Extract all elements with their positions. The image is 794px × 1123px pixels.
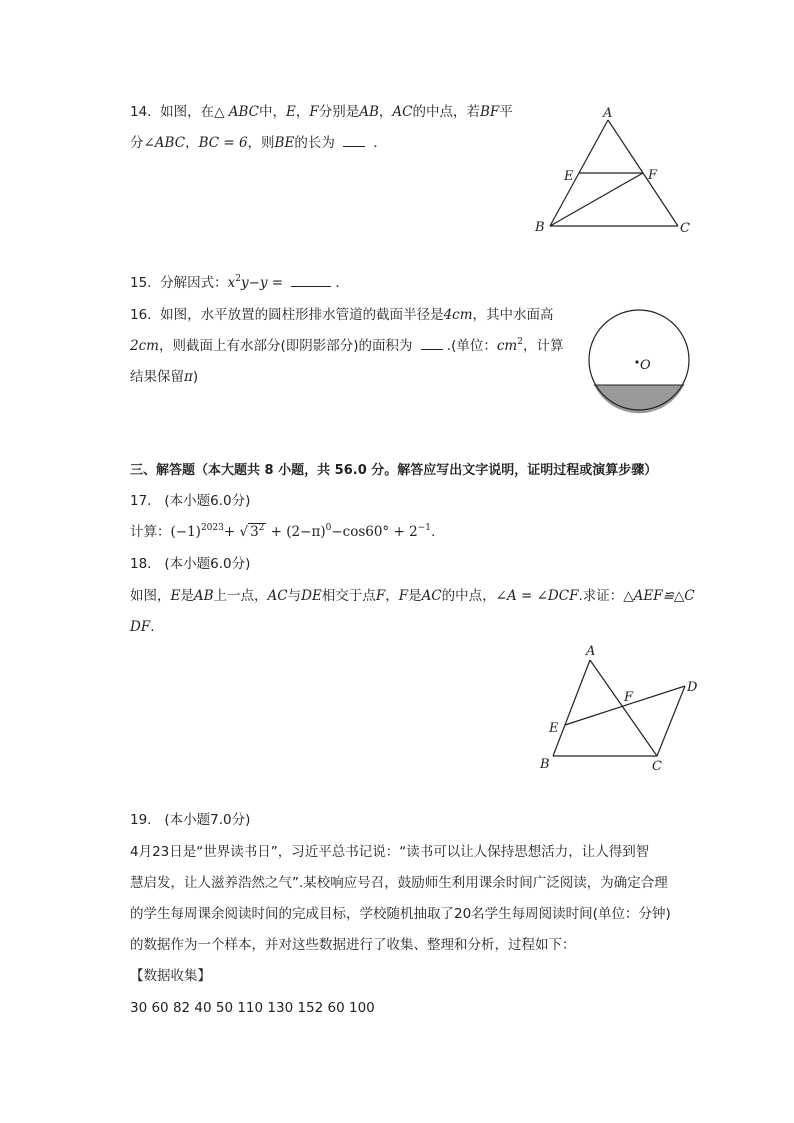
q16-line-3 [130,367,198,387]
q15-line [130,273,349,293]
math: △AEF≌△C [623,588,695,604]
q18-header [130,554,250,574]
math: (−1) [170,524,201,540]
label-A: A [603,106,613,121]
label-C: C [652,759,662,774]
answer-blank [421,337,443,350]
math-sup: −1 [417,523,431,533]
q19-line-2: 慧启发，让人滋养浩然之气”.某校响应号召，鼓励师生利用课余时间广泛阅读，为确定合理 [130,875,668,891]
text: ， [185,135,199,151]
math: cm [496,338,518,354]
triangle-symbol: △ [214,104,225,120]
label-B: B [535,220,545,235]
q14-number: 14. [130,104,152,120]
math: ∠ABC [143,135,186,151]
math-sup: 2 [235,274,241,284]
text: ，其中水面高 [472,307,554,323]
sqrt-body [248,523,266,540]
text: 计算： [130,524,171,540]
score-note: (本小题7.0分) [164,812,251,828]
text: 的长为 [294,135,335,151]
math-sup: 2023 [200,523,224,533]
answer-blank [291,274,331,287]
q16-line-1 [130,305,554,325]
text: ， [378,104,393,120]
math: E [286,104,296,120]
text: 如图， [130,588,171,604]
q14-line-2 [130,133,387,153]
math: F [309,104,319,120]
math: AC [392,104,413,120]
q19-line-1: 4月23日是“世界读书日”，习近平总书记说：“读书可以让人保持思想活力，让人得到智 [130,844,650,860]
text: ， [385,588,399,604]
text: 中， [259,104,287,120]
math-sup: 2 [258,523,265,533]
q19-data-values: 30 60 82 40 50 110 130 152 60 100 [130,1000,375,1016]
q18-line-1 [130,586,695,606]
math: x [227,275,236,291]
text: 56.0 [330,463,372,478]
q17-expression [130,522,435,542]
segment-cd [657,686,685,756]
q15-number: 15. [130,275,152,291]
math: BE [274,135,295,151]
text: 分 [130,135,144,151]
text: ． [373,135,387,151]
text: . [430,524,436,540]
math: ∠A = ∠DCF [495,588,579,604]
text: .(单位： [446,338,497,354]
text: 小题，共 [278,463,331,478]
text: 上一点， [213,588,268,604]
text: . [150,619,155,635]
text: 相交于点 [321,588,376,604]
text: 是 [180,588,194,604]
math: AB [359,104,379,120]
q16-number: 16. [130,307,152,323]
math: DF [130,619,151,635]
text: 的中点，若 [412,104,481,120]
math: E [170,588,181,604]
text: 分。解答应写出文字说明，证明过程或演算步骤） [371,463,658,478]
q19-number: 19. [130,812,152,828]
math: AC [421,588,442,604]
math: AB [193,588,214,604]
text: 分解因式： [160,275,228,291]
math: y−y = [240,275,284,291]
text: ，则截面上有水部分(即阴影部分)的面积为 [158,338,413,354]
score-note: (本小题6.0分) [164,493,251,509]
math: DE [301,588,322,604]
text: 分别是 [318,104,360,120]
text: 8 [260,463,279,478]
text: 是 [408,588,422,604]
math: 2cm [130,338,159,354]
q17-header [130,491,250,511]
section-3-heading [130,461,657,481]
label-C: C [680,221,690,236]
text: ， [295,104,310,120]
q19-data-heading: 【数据收集】 [130,968,211,984]
math: BF [480,104,500,120]
text: 平 [499,104,513,120]
q14-line-1 [130,102,513,122]
label-E: E [549,721,559,736]
math: + (2−π) [266,524,326,540]
q18-figure [535,640,705,780]
label-F: F [648,168,658,183]
label-A: A [586,644,596,659]
text: ． [335,275,349,291]
math: F [398,588,409,604]
q16-line-2 [130,336,563,356]
q19-header [130,810,250,830]
math-sup: 0 [325,523,332,533]
text: 与 [287,588,302,604]
math: π [184,369,193,385]
text: 如图，在 [160,104,215,120]
text: 三、解答题（本大题共 [130,463,261,478]
label-O: O [640,358,651,373]
math: 3 [250,524,259,540]
math: BC = 6 [198,135,248,151]
q16-circle-figure [586,310,692,416]
math: + [223,524,240,540]
text: .求证： [578,588,624,604]
text: 的中点， [441,588,496,604]
text: 结果保留 [130,369,184,385]
text: ，计算 [522,338,564,354]
label-B: B [540,757,550,772]
q18-number: 18. [130,556,152,572]
text: ，则 [247,135,275,151]
answer-blank [343,134,365,147]
text: 如图，水平放置的圆柱形排水管道的截面半径是 [160,307,444,323]
math: F [375,588,386,604]
sqrt-sign: √ [239,524,249,540]
q18-line-2 [130,617,155,637]
math-sup: 2 [517,337,523,347]
math: ABC [228,104,260,120]
q14-triangle-figure [530,100,700,240]
label-E: E [564,169,574,184]
label-D: D [687,680,698,695]
q19-line-4: 的数据作为一个样本，并对这些数据进行了收集、整理和分析，过程如下： [130,937,576,953]
q19-line-3: 的学生每周课余阅读时间的完成目标，学校随机抽取了20名学生每周阅读时间(单位：分钟) [130,906,671,922]
label-F: F [624,690,634,705]
score-note: (本小题6.0分) [164,556,251,572]
text: ) [192,369,199,385]
math: AC [267,588,288,604]
math: −cos60° + 2 [331,524,418,540]
q17-number: 17. [130,493,152,509]
segment-ac [590,660,657,756]
center-point [635,360,638,363]
segment-ab [553,660,590,756]
math: 4cm [443,307,473,323]
